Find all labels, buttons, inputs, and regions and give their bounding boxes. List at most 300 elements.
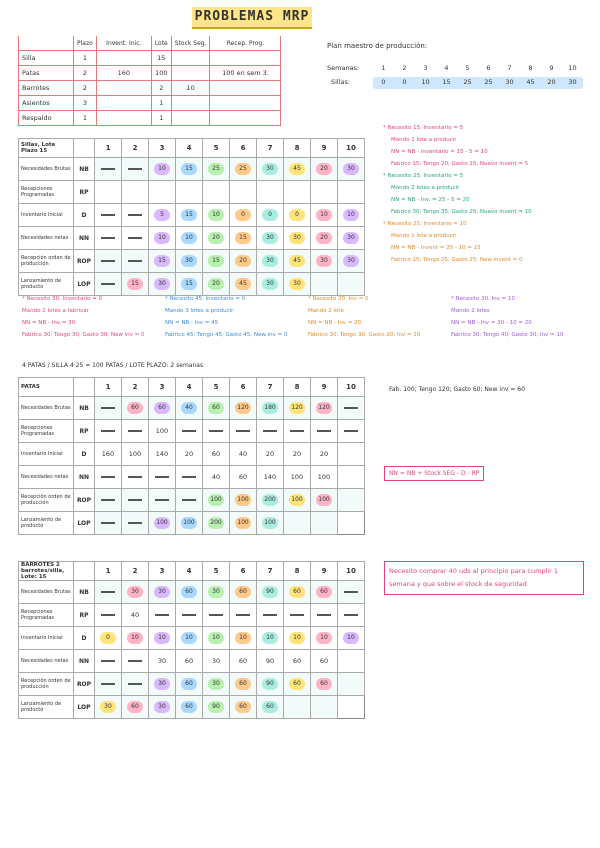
dash-mark [209, 614, 223, 616]
grid-row [19, 650, 365, 673]
grid-cell [284, 604, 311, 627]
note-line: * Necesito 15. Inventario = 5 [383, 125, 464, 131]
note-line: Fabrico 30; Tengo 30; Gasto 20; Inv = 10 [308, 332, 421, 338]
grid-cell [311, 604, 338, 627]
cell-value: 60 [184, 657, 194, 665]
note-line: Mando 2 lote [308, 308, 344, 314]
row-label: Inventario Inicial [19, 204, 74, 227]
header-cell: 1 [95, 562, 122, 581]
grid-row [19, 512, 365, 535]
grid-cell [203, 158, 230, 181]
grid-cell [311, 627, 338, 650]
grid-cell [338, 420, 365, 443]
row-label: Recepción orden de producción [19, 250, 74, 273]
sillas-value: 25 [484, 78, 493, 86]
grid-cell [284, 397, 311, 420]
grid-cell [176, 650, 203, 673]
grid-cell [284, 443, 311, 466]
header-cell: 6 [230, 562, 257, 581]
grid-cell [257, 204, 284, 227]
items-header [19, 36, 281, 51]
header-cell: 1 [95, 378, 122, 397]
grid-cell [338, 397, 365, 420]
grid-cell [230, 227, 257, 250]
plan-maestro-weeks [327, 64, 583, 72]
note-line: * Necesito 30. Inventario = 0 [22, 296, 103, 302]
cell-value: 60 [238, 473, 248, 481]
dash-mark [182, 476, 196, 478]
grid-cell [257, 581, 284, 604]
header-cell: 4 [176, 378, 203, 397]
header-cell: 5 [203, 139, 230, 158]
dash-mark [128, 168, 142, 170]
grid-cell [176, 512, 203, 535]
cell-value: 120 [289, 402, 305, 414]
cell-value: 100 [262, 517, 278, 529]
dash-mark [101, 168, 115, 170]
header-cell: PATAS [19, 378, 74, 397]
cell-value: 90 [262, 586, 278, 598]
grid-cell [284, 250, 311, 273]
grid-cell [284, 227, 311, 250]
grid-cell [203, 420, 230, 443]
row-code: RP [74, 420, 95, 443]
items-table [18, 36, 281, 126]
header-cell: 6 [230, 139, 257, 158]
cell-value: 100 [235, 517, 251, 529]
header-cell: BARROTES 2 barrotes/silla, Lote: 15 [19, 562, 74, 581]
grid-cell [338, 650, 365, 673]
header-cell: 6 [230, 378, 257, 397]
header-cell [74, 139, 95, 158]
grid-cell [149, 673, 176, 696]
cell-value: 10 [316, 209, 332, 221]
cell-value: 25 [235, 163, 251, 175]
header-cell [74, 562, 95, 581]
sillas-notes [383, 122, 598, 266]
items-cell: Patas [19, 66, 74, 81]
items-cell [96, 96, 151, 111]
header-cell: Sillas, Lote Plazo 15 [19, 139, 74, 158]
dash-mark [101, 430, 115, 432]
grid-cell [284, 650, 311, 673]
sillas-value: 25 [463, 78, 472, 86]
row-code: RP [74, 181, 95, 204]
items-cell: 1 [151, 96, 171, 111]
grid-cell [122, 673, 149, 696]
dash-mark [209, 430, 223, 432]
grid-cell [230, 443, 257, 466]
grid-cell [149, 204, 176, 227]
cell-value: 100 [316, 494, 332, 506]
header-cell: 7 [257, 562, 284, 581]
grid-cell [95, 466, 122, 489]
barrotes-note-box: Necesito comprar 40 uds al principio para cumplir 1 semana y que sobre el stock de seguridad [384, 561, 584, 595]
grid-row [19, 181, 365, 204]
grid-cell [230, 489, 257, 512]
header-cell: 8 [284, 378, 311, 397]
items-cell [171, 51, 210, 66]
cell-value: 30 [181, 255, 197, 267]
grid-row [19, 420, 365, 443]
dash-mark [317, 614, 331, 616]
row-code: NN [74, 466, 95, 489]
grid-cell [95, 158, 122, 181]
note-line: Mando 2 lotes [451, 308, 490, 314]
cell-value: 20 [235, 255, 251, 267]
header-cell: 10 [338, 562, 365, 581]
grid-cell [311, 489, 338, 512]
week-number: 10 [568, 64, 577, 72]
cell-value: 10 [208, 632, 224, 644]
cell-value: 20 [319, 450, 329, 458]
week-number: 3 [423, 64, 428, 72]
dash-mark [317, 430, 331, 432]
cell-value: 25 [208, 163, 224, 175]
dash-mark [128, 522, 142, 524]
grid-cell [203, 443, 230, 466]
header-cell: 9 [311, 562, 338, 581]
grid-cell [311, 420, 338, 443]
cell-value: 60 [154, 402, 170, 414]
sillas-value: 20 [547, 78, 556, 86]
grid-header [19, 562, 365, 581]
cell-value: 100 [208, 494, 224, 506]
cell-value: 60 [235, 701, 251, 713]
grid-cell [284, 204, 311, 227]
items-cell: Respaldo [19, 111, 74, 126]
header-cell: 4 [176, 139, 203, 158]
grid-cell [122, 604, 149, 627]
grid-cell [149, 512, 176, 535]
cell-value: 140 [155, 450, 169, 458]
items-cell: 1 [74, 111, 97, 126]
items-cell [171, 111, 210, 126]
cell-value: 60 [289, 586, 305, 598]
dash-mark [101, 476, 115, 478]
grid-cell [95, 420, 122, 443]
cell-value: 10 [316, 632, 332, 644]
week-number: 9 [549, 64, 554, 72]
cell-value: 45 [289, 163, 305, 175]
header-cell: 9 [311, 378, 338, 397]
patas-mrp-table [18, 377, 365, 535]
cell-value: 60 [181, 586, 197, 598]
dash-mark [101, 214, 115, 216]
dash-mark [236, 614, 250, 616]
items-cell: Invent. Inic. [96, 36, 151, 51]
grid-cell [176, 250, 203, 273]
grid-cell [176, 443, 203, 466]
grid-cell [95, 181, 122, 204]
header-cell: 8 [284, 562, 311, 581]
grid-cell [149, 650, 176, 673]
row-code: RP [74, 604, 95, 627]
dash-mark [344, 614, 358, 616]
grid-cell [338, 443, 365, 466]
cell-value: 100 [235, 494, 251, 506]
grid-row [19, 227, 365, 250]
header-cell: 3 [149, 139, 176, 158]
cell-value: 30 [343, 232, 359, 244]
grid-cell [284, 181, 311, 204]
grid-cell [284, 581, 311, 604]
items-cell [210, 96, 281, 111]
week-number: 5 [465, 64, 470, 72]
row-code: NN [74, 227, 95, 250]
row-code: LOP [74, 696, 95, 719]
cell-value: 200 [208, 517, 224, 529]
note-line: NN = NB - Inv = 20 [308, 320, 362, 326]
grid-cell [203, 512, 230, 535]
items-row [19, 66, 281, 81]
grid-header [19, 139, 365, 158]
cell-value: 10 [127, 632, 143, 644]
grid-cell [95, 581, 122, 604]
grid-row [19, 158, 365, 181]
grid-cell [311, 673, 338, 696]
cell-value: 60 [181, 701, 197, 713]
row-code: LOP [74, 273, 95, 296]
grid-cell [95, 650, 122, 673]
grid-cell [176, 204, 203, 227]
items-cell [96, 51, 151, 66]
grid-cell [95, 227, 122, 250]
note-line: Mando 1 lote a producir [391, 233, 457, 239]
grid-row [19, 696, 365, 719]
note-line: Fabrico 45; Tengo 45; Gasto 45; New inv = 0 [165, 332, 288, 338]
cell-value: 30 [343, 255, 359, 267]
grid-cell [176, 696, 203, 719]
cell-value: 90 [265, 657, 275, 665]
note-line: Mando 2 lotes a fabricar [22, 308, 89, 314]
grid-cell [122, 181, 149, 204]
cell-value: 10 [154, 632, 170, 644]
cell-value: 20 [208, 232, 224, 244]
dash-mark [101, 499, 115, 501]
dash-mark [128, 499, 142, 501]
items-cell: 2 [74, 66, 97, 81]
grid-cell [311, 204, 338, 227]
cell-value: 30 [127, 586, 143, 598]
header-cell: 10 [338, 378, 365, 397]
cell-value: 20 [265, 450, 275, 458]
row-code: NB [74, 158, 95, 181]
dash-mark [101, 260, 115, 262]
note-line: Mando 1 lote a producir [391, 137, 457, 143]
row-label: Recepciones Programadas [19, 181, 74, 204]
plan-maestro-sillas [331, 78, 583, 86]
sillas-value: 30 [505, 78, 514, 86]
grid-cell [122, 627, 149, 650]
grid-cell [122, 227, 149, 250]
grid-cell [230, 204, 257, 227]
grid-cell [257, 650, 284, 673]
grid-cell [230, 512, 257, 535]
cell-value: 60 [235, 586, 251, 598]
week-number: 1 [381, 64, 386, 72]
cell-value: 100 [155, 427, 169, 435]
grid-row [19, 397, 365, 420]
cell-value: 60 [262, 701, 278, 713]
items-row [19, 81, 281, 96]
grid-cell [95, 489, 122, 512]
row-code: NN [74, 650, 95, 673]
grid-cell [311, 443, 338, 466]
note-line: * Necesito 25. Inventario = 10 [383, 221, 467, 227]
grid-cell [311, 397, 338, 420]
header-cell: 2 [122, 378, 149, 397]
grid-cell [149, 627, 176, 650]
sillas-mrp-table [18, 138, 365, 296]
cell-value: 90 [262, 678, 278, 690]
dash-mark [263, 430, 277, 432]
cell-value: 100 [290, 473, 304, 481]
grid-cell [122, 204, 149, 227]
note-column [308, 293, 451, 341]
header-cell: 10 [338, 139, 365, 158]
row-label: Necesidades Brutas [19, 397, 74, 420]
cell-value: 60 [235, 678, 251, 690]
cell-value: 40 [130, 611, 140, 619]
cell-value: 60 [316, 678, 332, 690]
items-cell: 1 [74, 51, 97, 66]
dash-mark [182, 614, 196, 616]
cell-value: 15 [235, 232, 251, 244]
grid-cell [176, 181, 203, 204]
grid-cell [257, 627, 284, 650]
dash-mark [128, 660, 142, 662]
grid-cell [338, 250, 365, 273]
grid-cell [176, 673, 203, 696]
grid-cell [203, 581, 230, 604]
note-line: NN = NB - Invent = 25 - 10 = 15 [391, 245, 481, 251]
dash-mark [128, 430, 142, 432]
header-cell: 7 [257, 378, 284, 397]
grid-cell [95, 397, 122, 420]
grid-cell [122, 420, 149, 443]
grid-cell [338, 627, 365, 650]
grid-cell [230, 466, 257, 489]
grid-cell [203, 397, 230, 420]
cell-value: 0 [262, 209, 278, 221]
grid-cell [230, 604, 257, 627]
barrotes-mrp-table [18, 561, 365, 719]
row-code: D [74, 204, 95, 227]
cell-value: 10 [181, 632, 197, 644]
row-label: Necesidades Brutas [19, 158, 74, 181]
note-line: NN = NB - inventario = 15 - 5 = 10 [391, 149, 488, 155]
note-line: * Necesito 45. Inventario = 0 [165, 296, 246, 302]
cell-value: 30 [154, 278, 170, 290]
header-cell: 3 [149, 562, 176, 581]
header-cell: 8 [284, 139, 311, 158]
grid-header [19, 378, 365, 397]
items-cell [210, 111, 281, 126]
grid-cell [311, 650, 338, 673]
grid-cell [257, 466, 284, 489]
dash-mark [101, 522, 115, 524]
cell-value: 100 [289, 494, 305, 506]
grid-cell [149, 489, 176, 512]
row-code: ROP [74, 250, 95, 273]
row-label: Recepciones Programadas [19, 604, 74, 627]
items-cell [96, 81, 151, 96]
grid-cell [230, 158, 257, 181]
items-cell [210, 81, 281, 96]
grid-cell [122, 466, 149, 489]
cell-value: 120 [235, 402, 251, 414]
sillas-bottom-notes [22, 293, 597, 341]
grid-cell [149, 250, 176, 273]
cell-value: 10 [154, 232, 170, 244]
cell-value: 140 [263, 473, 277, 481]
cell-value: 0 [100, 632, 116, 644]
grid-cell [122, 650, 149, 673]
cell-value: 15 [181, 278, 197, 290]
cell-value: 160 [101, 450, 115, 458]
sillas-value: 30 [568, 78, 577, 86]
cell-value: 30 [211, 657, 221, 665]
note-line: * Necesito 20. Inv = 0 [308, 296, 369, 302]
grid-cell [257, 604, 284, 627]
dash-mark [182, 430, 196, 432]
row-label: Lanzamiento de producto [19, 273, 74, 296]
grid-row [19, 627, 365, 650]
note-line: Mando 3 lotes a producir [165, 308, 234, 314]
cell-value: 100 [181, 517, 197, 529]
grid-row [19, 604, 365, 627]
note-line: Fabrico 30; Tengo 30; Gasto 30; New inv = 0 [22, 332, 145, 338]
grid-cell [95, 627, 122, 650]
cell-value: 30 [262, 163, 278, 175]
grid-cell [311, 250, 338, 273]
items-cell: 100 en sem 3. [210, 66, 281, 81]
dash-mark [128, 476, 142, 478]
grid-cell [176, 420, 203, 443]
grid-cell [203, 673, 230, 696]
grid-row [19, 581, 365, 604]
items-cell: 10 [171, 81, 210, 96]
items-cell: Lote [151, 36, 171, 51]
grid-cell [149, 581, 176, 604]
cell-value: 100 [128, 450, 142, 458]
cell-value: 30 [262, 255, 278, 267]
grid-cell [95, 604, 122, 627]
items-cell [19, 36, 74, 51]
row-label: Lanzamiento de producto [19, 696, 74, 719]
grid-cell [230, 420, 257, 443]
note-line: Fabrico 15; Tengo 25; Gasto 25; New invent = 0 [391, 257, 523, 263]
cell-value: 20 [292, 450, 302, 458]
dash-mark [344, 591, 358, 593]
items-cell: 100 [151, 66, 171, 81]
patas-formula-box: NN = NB + Stock SEG - D - RP [384, 466, 484, 481]
cell-value: 0 [235, 209, 251, 221]
grid-cell [149, 604, 176, 627]
cell-value: 30 [289, 278, 305, 290]
row-label: Inventario Inicial [19, 443, 74, 466]
patas-note: Fab. 100; Tengo 120; Gasto 60; New inv = 60 [389, 386, 525, 393]
grid-cell [95, 512, 122, 535]
grid-row [19, 443, 365, 466]
dash-mark [290, 430, 304, 432]
cell-value: 20 [316, 232, 332, 244]
grid-cell [257, 158, 284, 181]
grid-cell [284, 158, 311, 181]
grid-cell [311, 227, 338, 250]
grid-cell [149, 696, 176, 719]
